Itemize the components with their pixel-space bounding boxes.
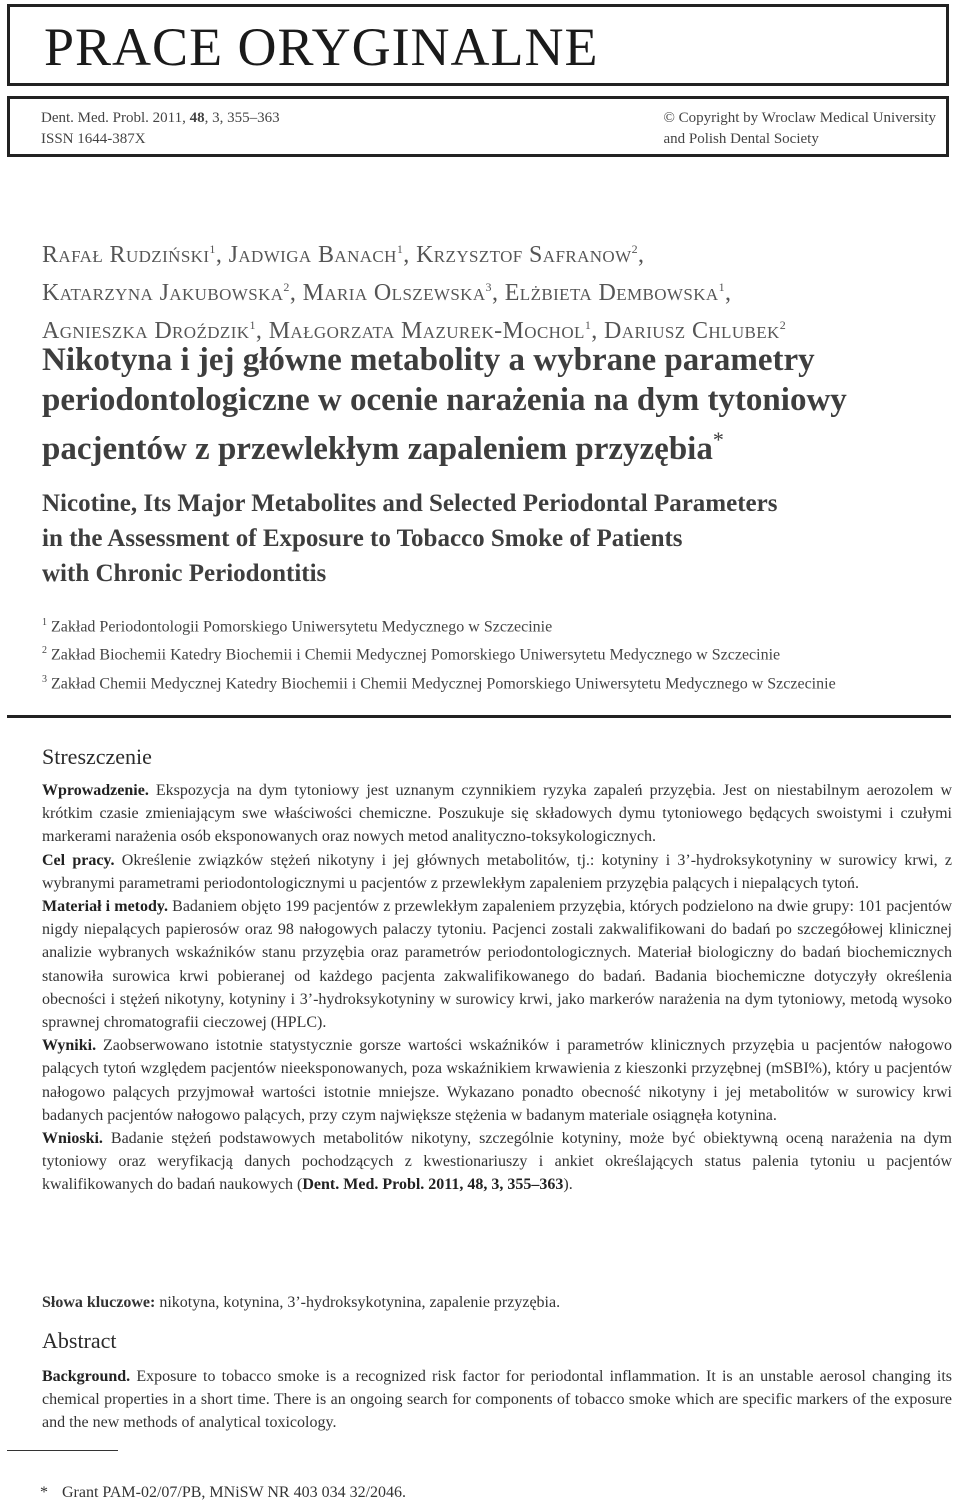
footnote: [40, 1484, 406, 1502]
section-title: PRACE ORYGINALNE: [44, 17, 599, 77]
abstract-body: [42, 1365, 952, 1435]
affiliations: [42, 611, 957, 696]
author: Małgorzata Mazurek-Mochol$^1$: [268, 318, 592, 344]
affiliation: $^1$ Zakład Periodontologii Pomorskiego Uniwersytetu Medycznego w Szczecinie: [42, 617, 553, 636]
author: Elżbieta Dembowska$^1$: [504, 280, 725, 306]
streszczenie-heading: Streszczenie: [42, 744, 152, 769]
footnote-mark: *: [40, 1484, 48, 1501]
author: Krzysztof Safranow$^2$: [416, 242, 638, 268]
paragraph-methods: Materiał i metody. Badaniem objęto 199 pacjentów z przewlekłym zapaleniem przyzębia, których podzielono na dwie grupy: 101 pacjentów nigdy niepalących papierosów oraz 98 nałogowych palaczy tytoniu. Pacjenci zostali zakwalifikowani do badań po szczegółowej klinicznej analizie wybranych wskaźników stanu przyzębia oraz parametrów periodontologicznych. Materiał biologiczny do badań biochemicznych stanowiła surowica krwi pobieranej od każdego pacjenta zakwalifikowanego do badań. Badania biochemiczne dotyczyły określenia obecności i stężeń nikotyny, kotyniny i 3’-hydroksykotyniny w surowicy krwi, jako markerów narażenia na dym tytoniowy, metodą wysoko sprawnej chromatografii cieczowej (HPLC).: [42, 898, 952, 1032]
author: Jadwiga Banach$^1$: [228, 242, 404, 268]
paragraph-aim: Cel pracy. Określenie związków stężeń nikotyny i jej głównych metabolitów, tj.: kotyniny i 3’-hydroksykotyniny w surowicy krwi, z wybranymi parametrami periodontologicznymi u pacjentów z przewlekłym zapaleniem przyzębia palących i niepalących tytoń.: [42, 851, 952, 892]
title-en-line: with Chronic Periodontitis: [42, 560, 327, 587]
section-header: [7, 4, 949, 86]
paragraph-intro: Wprowadzenie. Ekspozycja na dym tytoniowy jest uznanym czynnikiem ryzyka zapaleń przyzębia. Jest on niestabilnym aerozolem w krótkim czasie zmieniającym swe właściwości chemiczne. Poszukuje się składowych dymu tytoniowego będących swoistymi i czułymi markerami narażenia osób eksponowanych oraz nowych metod analityczno-toksykologicznych.: [42, 782, 952, 846]
author: Dariusz Chlubek$^2$: [604, 318, 787, 344]
footnote-divider: [7, 1450, 118, 1451]
copyright: [663, 108, 936, 150]
keywords-text: nikotyna, kotynina, 3’-hydroksykotynina, zapalenie przyzębia.: [155, 1294, 561, 1311]
journal-info-box: [7, 96, 949, 157]
author-list: Rafał Rudziński$^1$, Jadwiga Banach$^1$, Krzysztof Safranow$^2$, Katarzyna Jakubowska$^2$, Maria Olszewska$^3$, Elżbieta Dembowska$^1$, Agnieszka Droździk$^1$, Małgorzata Mazurek-Mochol$^1$, Dariusz Chlubek$^2$: [42, 242, 787, 344]
paragraph-background: Background. Exposure to tobacco smoke is a recognized risk factor for periodontal inflammation. It is an unstable aerosol changing its chemical properties in a short time. There is an ongoing search for components of tobacco smoke which are specific markers of the exposure and the new methods of analytical toxicology.: [42, 1368, 952, 1432]
title-en-line: Nicotine, Its Major Metabolites and Selected Periodontal Parameters: [42, 490, 778, 517]
copyright-line-2: and Polish Dental Society: [663, 131, 819, 147]
abstract-heading: Abstract: [42, 1328, 117, 1353]
title-en-line: in the Assessment of Exposure to Tobacco Smoke of Patients: [42, 525, 683, 552]
footnote-mark: *: [712, 427, 724, 452]
title-pl-line: periodontologiczne w ocenie narażenia na dym tytoniowy: [42, 382, 847, 418]
affiliation: $^2$ Zakład Biochemii Katedry Biochemii i Chemii Medycznej Pomorskiego Uniwersytetu Medycznego w Szczecinie: [42, 645, 781, 664]
title-pl-line: pacjentów z przewlekłym zapaleniem przyzębia: [42, 431, 713, 467]
keywords: [42, 1294, 952, 1312]
article-title-polish: [42, 340, 957, 469]
author: Rafał Rudziński$^1$: [42, 242, 216, 268]
paragraph-conclusions: Wnioski. Badanie stężeń podstawowych metabolitów nikotyny, szczególnie kotyniny, może być obiektywną oceną narażenia na dym tytoniowy oraz weryfikacją danych pochodzących z kwestionariuszy i ankiet określających status palenia tytoniu u pacjentów kwalifikowanych do badań naukowych (Dent. Med. Probl. 2011, 48, 3, 355–363).: [42, 1130, 952, 1194]
journal-citation: [41, 108, 280, 150]
streszczenie-body: [42, 779, 952, 1197]
citation-suffix: , 3, 355–363: [204, 110, 280, 126]
keywords-label: Słowa kluczowe:: [42, 1294, 156, 1311]
author: Maria Olszewska$^3$: [302, 280, 492, 306]
citation-volume: 48: [189, 110, 205, 126]
affiliation: $^3$ Zakład Chemii Medycznej Katedry Biochemii i Chemii Medycznej Pomorskiego Uniwersytetu Medycznego w Szczecinie: [42, 673, 836, 692]
issn: ISSN 1644-387X: [41, 131, 146, 147]
copyright-line-1: © Copyright by Wroclaw Medical University: [663, 110, 936, 126]
title-pl-line: Nikotyna i jej główne metabolity a wybrane parametry: [42, 342, 815, 378]
author: Agnieszka Droździk$^1$: [42, 318, 256, 344]
footnote-text: Grant PAM-02/07/PB, MNiSW NR 403 034 32/2046.: [62, 1484, 407, 1501]
author: Katarzyna Jakubowska$^2$: [42, 280, 290, 306]
article-title-english: [42, 486, 942, 591]
citation-prefix: Dent. Med. Probl. 2011,: [41, 110, 190, 126]
divider: [7, 715, 951, 718]
paragraph-results: Wyniki. Zaobserwowano istotnie statystycznie gorsze wartości wskaźników i parametrów klinicznych przyzębia u pacjentów nałogowo palących tytoń względem pacjentów nieeksponowanych, poza wskaźnikiem krwawienia z kieszonki przyzębnej (mSBI%), który u pacjentów nałogowo palących przyjmował wartości istotnie mniejsze. Wykazano ponadto obecność nikotyny i jej metabolitów w surowicy krwi badanych pacjentów nałogowo palących, przy czym największe stężenia w badanym materiale osiągnęła kotynina.: [42, 1037, 952, 1124]
